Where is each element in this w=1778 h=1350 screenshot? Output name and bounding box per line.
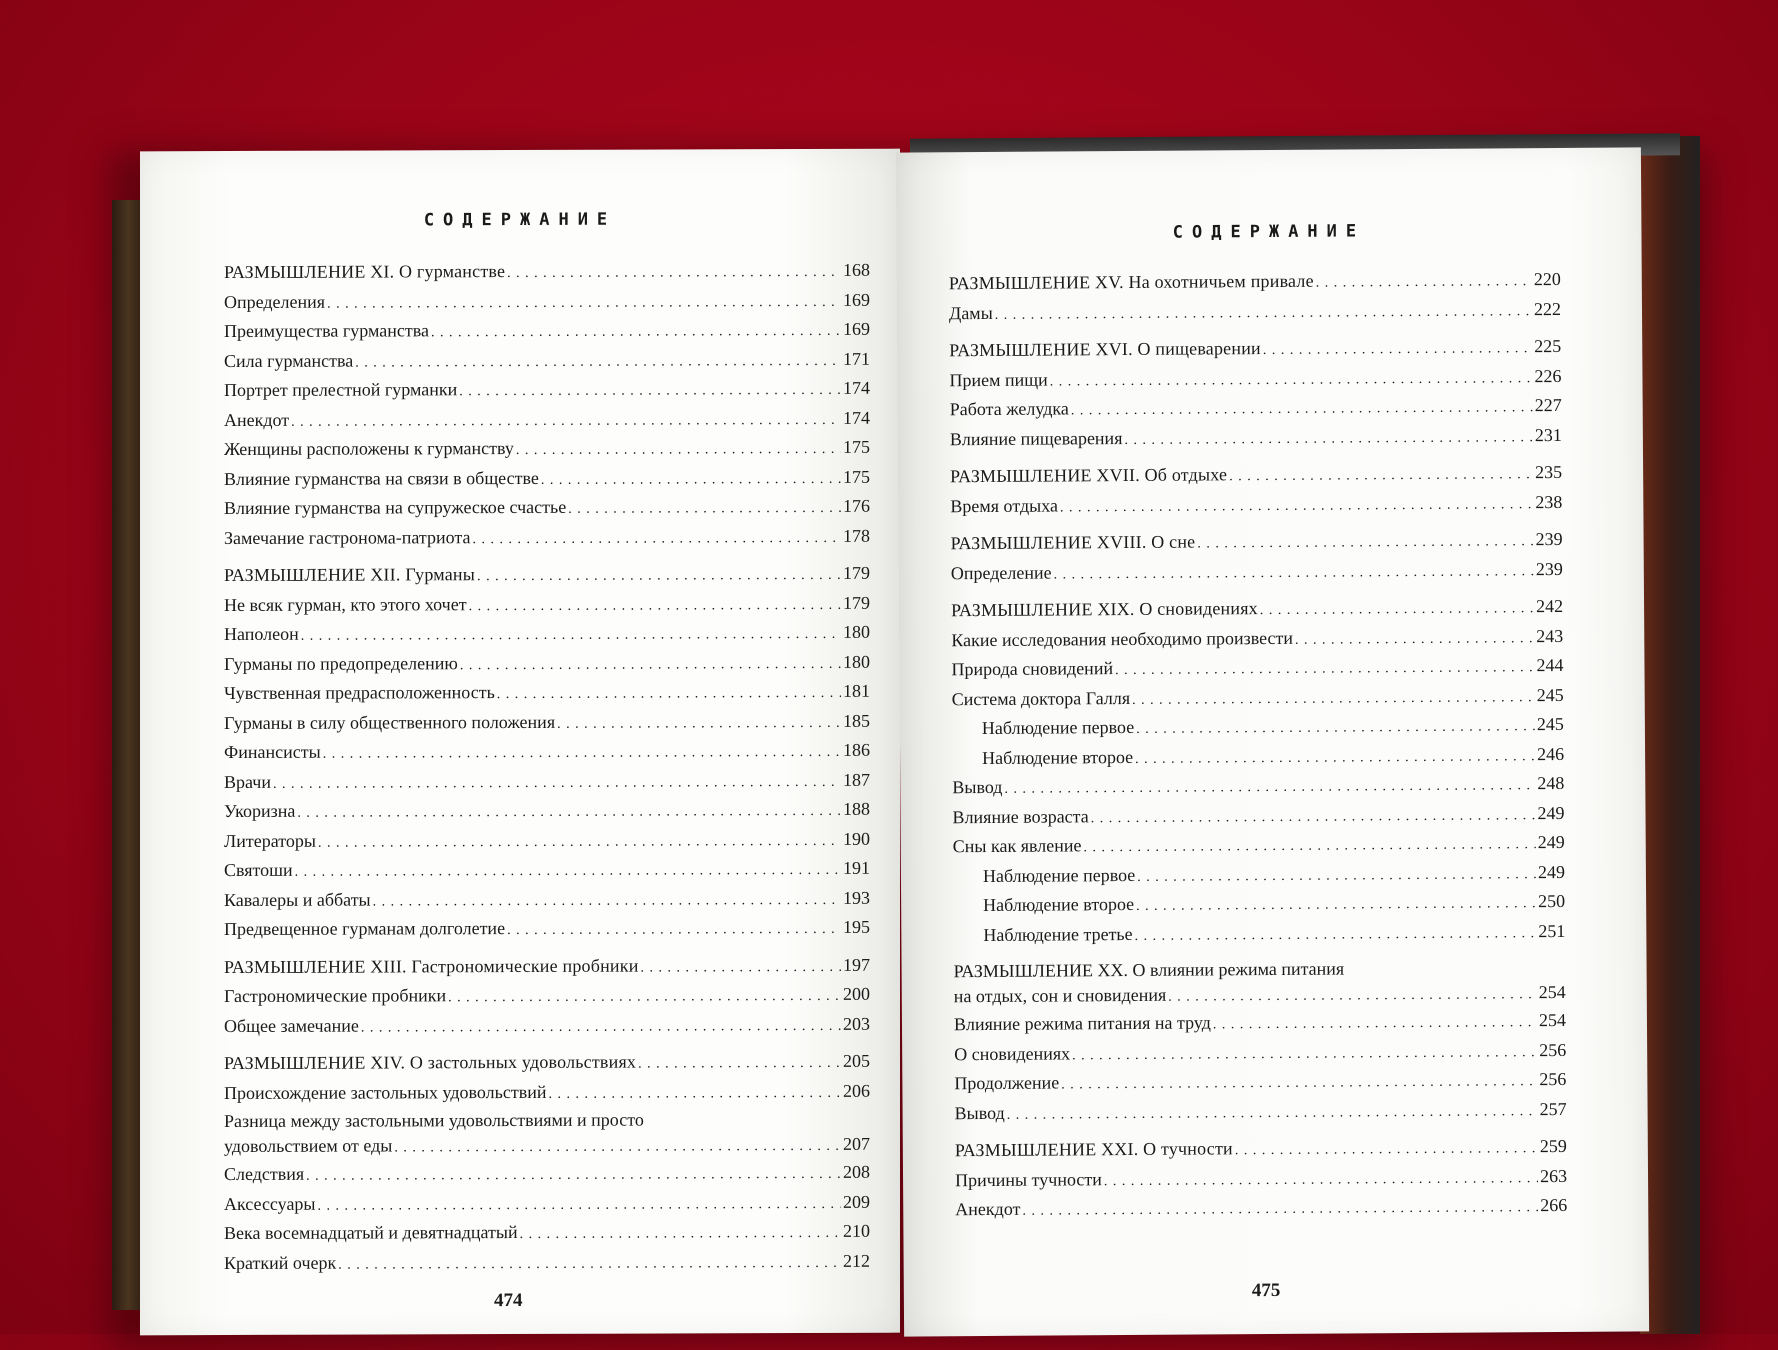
toc-page-number: 254 (1538, 1009, 1567, 1031)
dot-leader (355, 345, 841, 376)
dot-leader (1136, 711, 1535, 743)
toc-entry (955, 1192, 1567, 1226)
toc-page-number: 178 (843, 525, 870, 546)
toc-page-number: 246 (1537, 743, 1565, 764)
toc-page-number: 208 (843, 1161, 870, 1182)
table-of-contents-right (949, 266, 1568, 1226)
dot-leader (1004, 770, 1535, 803)
toc-page-number: 174 (843, 407, 870, 428)
toc-entry (224, 619, 870, 651)
toc-page-number: 256 (1539, 1039, 1567, 1060)
dot-leader (1022, 1192, 1538, 1225)
toc-entry (952, 799, 1564, 833)
toc-entry-title: Влияние режима питания на труд (953, 1012, 1211, 1035)
toc-page-number: 235 (1535, 461, 1563, 483)
dot-leader (301, 619, 841, 650)
toc-entry (224, 914, 870, 946)
toc-entry (224, 796, 870, 828)
dot-leader (318, 1188, 841, 1219)
toc-entry (224, 345, 870, 377)
toc-entry-title: Сны как явление (952, 835, 1082, 857)
toc-entry-title: Наблюдение первое (981, 716, 1135, 739)
toc-entry-title: Наблюдение третье (983, 923, 1133, 945)
toc-page-number: 180 (843, 651, 870, 672)
toc-page-number: 254 (1538, 981, 1566, 1003)
toc-entry-title: Наполеон (224, 623, 299, 645)
toc-entry-title: Преимущества гурманства (224, 320, 430, 342)
dot-leader (507, 257, 841, 288)
dot-leader (497, 678, 841, 709)
toc-entry-title: РАЗМЫШЛЕНИЕ XX. О влиянии режима питания (953, 958, 1345, 982)
toc-entry-title: РАЗМЫШЛЕНИЕ XV. На охотничьем привале (948, 270, 1314, 294)
toc-subentry (953, 917, 1565, 951)
toc-page-number: 225 (1534, 335, 1562, 357)
toc-entry-title: Женщины расположены к гурманству (224, 438, 514, 460)
toc-entry-title: Общее замечание (224, 1015, 359, 1036)
toc-entry (224, 1188, 870, 1220)
toc-page-number: 245 (1536, 713, 1564, 735)
toc-entry-title: Наблюдение второе (983, 893, 1135, 916)
toc-entry-title: Чувственная предрасположенность (224, 682, 495, 704)
dot-leader (361, 1010, 841, 1041)
toc-page-number: 185 (843, 710, 870, 731)
dot-leader (460, 648, 841, 679)
dot-leader (1136, 888, 1536, 920)
toc-entry-title: Следствия (224, 1163, 305, 1185)
toc-entry-title: РАЗМЫШЛЕНИЕ XII. Гурманы (224, 564, 476, 586)
toc-entry-title: Укоризна (224, 800, 296, 822)
toc-page-number: 193 (843, 887, 870, 908)
toc-entry (224, 1159, 870, 1191)
toc-entry-title: Прием пищи (949, 369, 1048, 390)
toc-entry-title: Святоши (224, 859, 293, 881)
toc-page-number: 263 (1539, 1165, 1568, 1186)
toc-page-number: 249 (1537, 802, 1565, 823)
toc-page-number: 200 (843, 983, 870, 1004)
toc-entry (950, 488, 1562, 522)
toc-entry (224, 981, 870, 1013)
toc-chapter-entry (950, 459, 1562, 493)
toc-entry (224, 737, 870, 769)
toc-page-number: 171 (843, 348, 870, 369)
dot-leader (431, 316, 841, 347)
dot-leader (338, 1247, 841, 1278)
dot-leader (1295, 623, 1534, 654)
toc-chapter-entry (951, 526, 1563, 560)
toc-entry-title: Века восемнадцатый и девятнадцатый (224, 1222, 518, 1244)
dot-leader (297, 796, 841, 827)
toc-page-number: 244 (1536, 654, 1564, 676)
toc-chapter-entry (954, 955, 1566, 1011)
toc-entry (951, 555, 1563, 589)
toc-entry-title: Вывод (954, 1102, 1005, 1123)
toc-entry-title: Портрет прелестной гурманки (224, 379, 458, 401)
toc-entry-title: Гурманы в силу общественного положения (224, 711, 556, 733)
toc-page-number: 195 (843, 916, 870, 937)
dot-leader (373, 884, 841, 915)
toc-entry-title: Не всяк гурман, кто этого хочет (224, 593, 467, 615)
toc-entry-title: Природа сновидений (951, 658, 1114, 680)
toc-page-number: 243 (1536, 625, 1564, 646)
toc-page-number: 169 (843, 318, 870, 339)
toc-page-number: 209 (843, 1191, 870, 1212)
dot-leader (1115, 652, 1535, 684)
toc-page-number: 168 (843, 259, 870, 280)
dot-leader (516, 434, 841, 465)
toc-entry-title-continued: удовольствием от еды (224, 1135, 393, 1157)
toc-entry-title: РАЗМЫШЛЕНИЕ XVII. Об отдыхе (950, 464, 1228, 487)
toc-chapter-entry (224, 1048, 870, 1080)
toc-page-number: 190 (843, 828, 870, 849)
dot-leader (1072, 1037, 1537, 1070)
toc-entry-title: Влияние гурманства на связи в обществе (224, 467, 539, 489)
toc-chapter-entry (955, 1133, 1567, 1167)
dot-leader (541, 463, 841, 494)
toc-entry-title: Вывод (952, 776, 1003, 798)
running-head: СОДЕРЖАНИЕ (423, 209, 617, 231)
dot-leader (1060, 489, 1534, 522)
toc-entry-title: Финансисты (224, 741, 321, 763)
toc-entry-title: Влияние гурманства на супружеское счастье (224, 496, 567, 519)
toc-entry-title: Сила гурманства (224, 350, 354, 371)
toc-chapter-entry (949, 333, 1561, 367)
toc-entry (952, 770, 1564, 804)
table-of-contents-left (224, 257, 870, 1279)
toc-subentry (953, 888, 1565, 922)
toc-page-number: 180 (843, 621, 870, 642)
toc-entry (224, 589, 870, 621)
toc-entry (224, 1077, 870, 1109)
toc-page-number: 251 (1538, 920, 1566, 941)
toc-entry (224, 375, 870, 407)
toc-chapter-entry (224, 951, 870, 983)
toc-page-number: 169 (843, 289, 870, 310)
toc-chapter-entry (224, 257, 870, 289)
page-number: 475 (1251, 1279, 1281, 1302)
dot-leader (291, 404, 841, 435)
toc-entry-title: Разница между застольными удовольствиями и просто (224, 1109, 644, 1132)
toc-entry-title: Определение (950, 562, 1052, 583)
toc-page-number: 205 (843, 1050, 870, 1071)
toc-entry-title: РАЗМЫШЛЕНИЕ XIX. О сновидениях (951, 598, 1258, 621)
toc-entry-title: Гастрономические пробники (224, 985, 447, 1007)
toc-entry (949, 295, 1561, 329)
toc-entry-title: Врачи (224, 771, 271, 792)
dot-leader (1091, 800, 1536, 833)
toc-entry (224, 648, 870, 680)
toc-entry (224, 434, 870, 466)
toc-page-number: 187 (843, 769, 870, 790)
toc-page-number: 179 (843, 592, 870, 613)
toc-page-number: 226 (1534, 365, 1562, 386)
dot-leader (295, 855, 841, 886)
dot-leader (469, 589, 841, 620)
toc-entry-title: Влияние пищеварения (949, 427, 1123, 449)
toc-entry (951, 652, 1563, 686)
toc-entry (954, 1007, 1566, 1041)
toc-entry-title: РАЗМЫШЛЕНИЕ XVI. О пищеварении (949, 338, 1261, 361)
toc-entry (224, 707, 870, 739)
dot-leader (1229, 459, 1533, 491)
toc-entry (952, 681, 1564, 715)
toc-entry-title: Причины тучности (954, 1168, 1102, 1190)
toc-page-number: 179 (843, 562, 870, 583)
toc-entry (955, 1162, 1567, 1196)
toc-entry-title: Влияние возраста (952, 805, 1089, 827)
toc-entry (224, 316, 870, 348)
dot-leader (306, 1159, 841, 1190)
toc-entry (950, 421, 1562, 455)
page-number: 474 (494, 1289, 523, 1312)
dot-leader (1316, 266, 1532, 297)
toc-page-number: 259 (1539, 1135, 1567, 1157)
toc-entry-title: Замечание гастронома-патриота (224, 526, 471, 548)
toc-page-number: 231 (1534, 424, 1562, 445)
toc-page-number: 250 (1538, 890, 1566, 912)
dot-leader (568, 493, 841, 523)
toc-entry-title: РАЗМЫШЛЕНИЕ XVIII. О сне (950, 531, 1196, 554)
toc-page-number: 206 (843, 1080, 870, 1101)
toc-page-number: 175 (843, 436, 870, 457)
toc-entry (224, 404, 870, 436)
toc-subentry (953, 858, 1565, 892)
toc-page-number: 186 (843, 739, 870, 760)
toc-page-number: 239 (1535, 558, 1563, 579)
toc-entry (950, 392, 1562, 426)
toc-page-number: 176 (843, 495, 870, 516)
toc-page-number: 245 (1536, 684, 1564, 705)
toc-page-number: 266 (1540, 1194, 1568, 1216)
dot-leader (1124, 422, 1533, 454)
toc-page-number: 212 (843, 1250, 870, 1271)
toc-page-number: 222 (1533, 298, 1562, 319)
dot-leader (1071, 392, 1533, 425)
toc-page-number: 249 (1537, 861, 1565, 882)
book-cover-right-edge (1640, 136, 1700, 1334)
dot-leader (394, 1132, 841, 1161)
toc-entry-title: Краткий очерк (224, 1252, 337, 1273)
toc-entry-title: РАЗМЫШЛЕНИЕ XXI. О тучности (954, 1138, 1233, 1161)
dot-leader (507, 914, 841, 945)
toc-entry-title: Какие исследования необходимо произвести (951, 627, 1294, 650)
toc-entry (953, 829, 1565, 863)
toc-page-number: 181 (843, 680, 870, 701)
dot-leader (1197, 526, 1533, 558)
toc-entry-title-continued: на отдых, сон и сновидения (953, 984, 1167, 1007)
toc-entry-title: РАЗМЫШЛЕНИЕ XIV. О застольных удовольствиях (224, 1051, 637, 1074)
dot-leader (548, 1077, 841, 1108)
dot-leader (638, 1048, 841, 1078)
dot-leader (1007, 1096, 1538, 1129)
dot-leader (1135, 918, 1537, 950)
toc-page-number: 197 (843, 954, 870, 975)
dot-leader (1132, 682, 1535, 714)
toc-entry-title: Наблюдение второе (982, 746, 1134, 768)
dot-leader (1168, 980, 1537, 1010)
toc-entry-title: Кавалеры и аббаты (224, 889, 371, 910)
toc-page-number: 248 (1537, 772, 1565, 794)
toc-entry (224, 766, 870, 798)
dot-leader (459, 375, 841, 406)
toc-subentry (952, 711, 1564, 745)
toc-entry (224, 463, 870, 495)
toc-entry-title: Происхождение застольных удовольствий (224, 1081, 547, 1103)
toc-page-number: 210 (843, 1220, 870, 1241)
dot-leader (1213, 1007, 1537, 1039)
dot-leader (323, 737, 841, 768)
toc-page-number: 257 (1539, 1098, 1567, 1119)
toc-entry-title: Гурманы по предопределению (224, 652, 458, 674)
dot-leader (477, 560, 841, 591)
dot-leader (1263, 333, 1533, 364)
dot-leader (1061, 1066, 1537, 1099)
toc-page-number: 256 (1539, 1068, 1567, 1090)
dot-leader (641, 951, 841, 981)
toc-chapter-entry (951, 593, 1563, 627)
toc-entry-title: Аксессуары (224, 1193, 316, 1214)
left-page (140, 149, 900, 1336)
toc-page-number: 191 (843, 857, 870, 878)
toc-page-number: 174 (843, 377, 870, 398)
toc-entry-title: Наблюдение первое (982, 864, 1136, 886)
toc-page-number: 242 (1535, 595, 1564, 617)
toc-entry-title: Продолжение (954, 1072, 1060, 1094)
toc-entry-title: Определения (224, 291, 326, 312)
toc-entry-title: РАЗМЫШЛЕНИЕ XI. О гурманстве (224, 261, 506, 283)
dot-leader (1135, 741, 1535, 773)
dot-leader (1260, 593, 1534, 624)
toc-entry-title: Работа желудка (949, 398, 1069, 420)
toc-page-number: 203 (843, 1013, 870, 1034)
toc-entry-title: Предвещенное гурманам долголетие (224, 918, 506, 940)
dot-leader (472, 522, 841, 553)
dot-leader (1235, 1133, 1538, 1165)
toc-entry-title: Время отдыха (950, 494, 1058, 516)
toc-page-number: 207 (843, 1133, 870, 1154)
dot-leader (273, 766, 841, 797)
dot-leader (520, 1218, 841, 1249)
dot-leader (1053, 556, 1533, 589)
toc-entry-title: Анекдот (224, 409, 290, 430)
toc-entry-title: Анекдот (955, 1198, 1021, 1220)
toc-entry (224, 1010, 870, 1042)
dot-leader (1137, 859, 1536, 891)
toc-subentry (952, 740, 1564, 774)
toc-chapter-entry (224, 560, 870, 592)
running-head: СОДЕРЖАНИЕ (1172, 221, 1366, 243)
dot-leader (995, 296, 1532, 329)
toc-entry (224, 678, 870, 710)
toc-entry (224, 1107, 870, 1161)
toc-entry (949, 362, 1561, 396)
right-page (896, 147, 1649, 1336)
toc-entry-title: Система доктора Галля (951, 687, 1131, 709)
toc-entry (224, 1247, 870, 1279)
toc-entry-title: РАЗМЫШЛЕНИЕ XIII. Гастрономические пробники (224, 955, 639, 977)
toc-entry (224, 825, 870, 857)
toc-entry (224, 493, 870, 525)
toc-page-number: 238 (1535, 491, 1563, 512)
toc-page-number: 227 (1534, 394, 1562, 416)
toc-entry (224, 522, 870, 554)
toc-entry (954, 1066, 1566, 1100)
dot-leader (1083, 829, 1535, 862)
toc-page-number: 239 (1535, 528, 1563, 550)
dot-leader (448, 981, 841, 1012)
toc-entry (224, 1218, 870, 1250)
toc-entry-title: Дамы (948, 302, 993, 323)
toc-chapter-entry (949, 266, 1561, 300)
toc-page-number: 175 (843, 466, 870, 487)
dot-leader (1050, 363, 1533, 396)
toc-page-number: 188 (843, 798, 870, 819)
dot-leader (557, 707, 841, 737)
toc-entry-title: Литераторы (224, 830, 316, 851)
dot-leader (318, 825, 841, 856)
toc-page-number: 220 (1533, 268, 1561, 290)
toc-entry (224, 286, 870, 318)
toc-entry (951, 622, 1563, 656)
toc-entry (954, 1036, 1566, 1070)
toc-entry (224, 884, 870, 916)
dot-leader (1104, 1163, 1538, 1196)
toc-entry (224, 855, 870, 887)
toc-entry (954, 1095, 1566, 1129)
toc-page-number: 249 (1537, 831, 1565, 853)
toc-entry-title: О сновидениях (954, 1042, 1071, 1064)
dot-leader (327, 286, 841, 317)
